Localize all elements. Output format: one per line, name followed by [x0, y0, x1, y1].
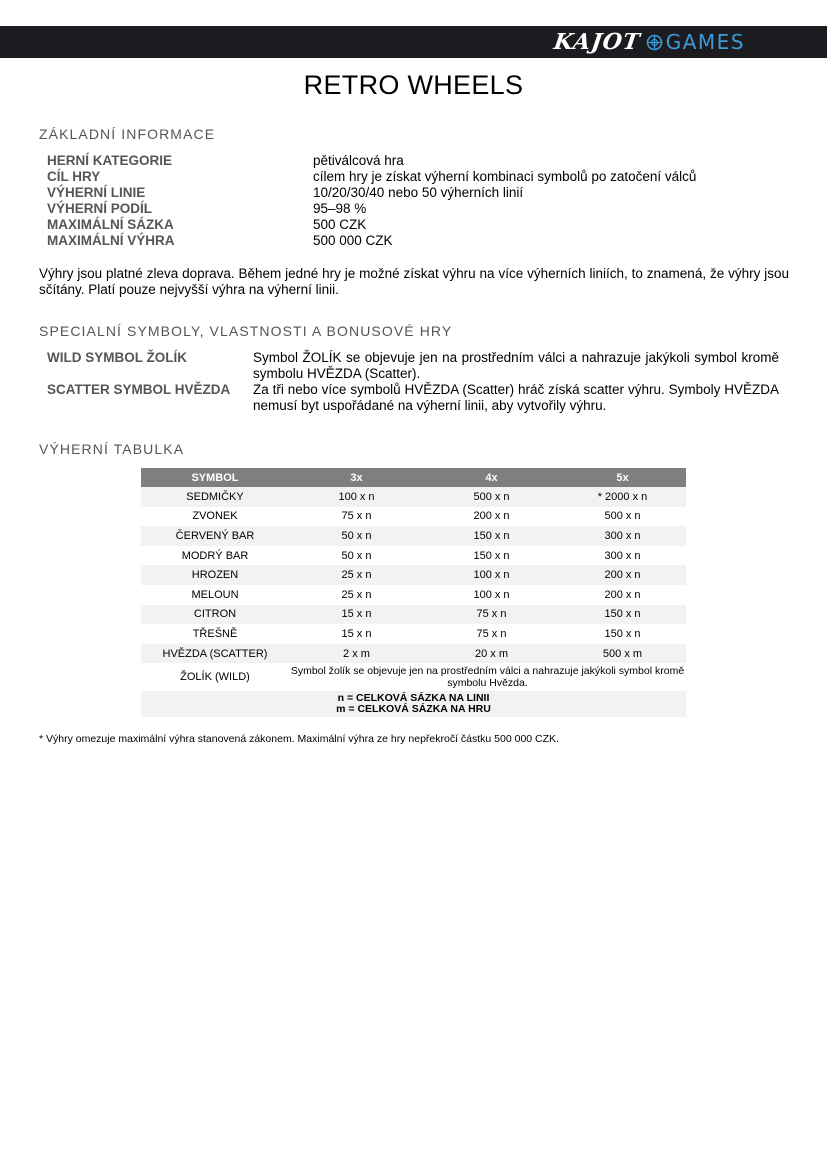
payout-cell: 300 x n [604, 549, 641, 562]
info-label: CÍL HRY [47, 169, 101, 184]
payout-cell: 2 x m [289, 644, 424, 664]
info-label: HERNÍ KATEGORIE [47, 153, 173, 168]
special-row-scatter [47, 382, 779, 414]
basic-info-list [47, 153, 696, 249]
payout-cell: 100 x n [473, 588, 510, 601]
table-row [141, 526, 686, 546]
symbol-cell: HVĚZDA (SCATTER) [141, 644, 289, 664]
payout-cell: 150 x n [559, 605, 686, 625]
symbol-cell: SEDMIČKY [141, 487, 289, 507]
info-label: MAXIMÁLNÍ SÁZKA [47, 217, 174, 232]
special-row-wild [47, 350, 779, 382]
table-row [141, 605, 686, 625]
payout-cell: 50 x n [341, 549, 372, 562]
symbol-cell: MELOUN [191, 588, 239, 601]
symbol-cell: ZVONEK [192, 510, 238, 523]
header-bar [0, 26, 827, 58]
info-value: 10/20/30/40 nebo 50 výherních linií [313, 185, 524, 200]
symbol-cell: TŘEŠNĚ [192, 627, 238, 640]
logo-word-kajot: KAJOT [552, 29, 643, 55]
payout-cell: 15 x n [289, 605, 424, 625]
info-row [47, 153, 696, 169]
info-row [47, 217, 696, 233]
legend-line-m: m = CELKOVÁ SÁZKA NA HRU [336, 703, 491, 716]
info-value: 95–98 % [313, 201, 367, 216]
payout-cell: 150 x n [473, 549, 510, 562]
payout-cell: 75 x n [476, 627, 507, 640]
legend-cell [141, 691, 686, 717]
payout-cell: 300 x n [559, 526, 686, 546]
symbol-cell: MODRÝ BAR [181, 549, 249, 562]
kajot-games-logo [554, 29, 745, 55]
column-header-4x: 4x [424, 468, 559, 487]
section-heading-special: SPECIALNÍ SYMBOLY, VLASTNOSTI A BONUSOVÉ HRY [39, 323, 453, 339]
payout-cell: 200 x n [604, 588, 641, 601]
special-text: Za tři nebo více symbolů HVĚZDA (Scatter) hráč získá scatter výhru. Symboly HVĚZDA nemusí byt uspořádané na výherní linii, aby vytvořily výhru. [253, 382, 779, 413]
payout-cell: 500 x n [424, 487, 559, 507]
table-row [141, 565, 686, 585]
info-value: cílem hry je získat výherní kombinaci symbolů po zatočení válců [313, 169, 697, 184]
rules-paragraph: Výhry jsou platné zleva doprava. Během jedné hry je možné získat výhru na více výherních liniích, to znamená, že výhry jsou sčítány. Platí pouze nejvyšší výhra na výherní linii. [39, 266, 789, 297]
legend-line-n: n = CELKOVÁ SÁZKA NA LINII [337, 692, 490, 705]
payout-cell: 25 x n [289, 565, 424, 585]
special-label: SCATTER SYMBOL HVĚZDA [47, 382, 231, 397]
payout-cell: 15 x n [341, 627, 372, 640]
table-row [141, 507, 686, 527]
payout-cell: 75 x n [341, 510, 372, 523]
section-heading-paytable: VÝHERNÍ TABULKA [39, 441, 185, 457]
table-row [141, 487, 686, 507]
info-row [47, 233, 696, 249]
table-row [141, 624, 686, 644]
info-label: MAXIMÁLNÍ VÝHRA [47, 233, 175, 248]
payout-cell: 100 x n [424, 565, 559, 585]
info-label: VÝHERNÍ LINIE [47, 185, 146, 200]
page-title: RETRO WHEELS [303, 70, 524, 100]
table-row-wild [141, 663, 686, 691]
info-row [47, 201, 696, 217]
special-text: Symbol ŽOLÍK se objevuje jen na prostředním válci a nahrazuje jakýkoli symbol kromě symbolu HVĚZDA (Scatter). [253, 350, 779, 381]
column-header-5x: 5x [559, 468, 686, 487]
payout-cell: 150 x n [604, 627, 641, 640]
info-value: 500 CZK [313, 217, 367, 232]
symbol-cell: HROZEN [141, 565, 289, 585]
logo-word-games: GAMES [665, 30, 745, 54]
info-row [47, 169, 696, 185]
special-symbols-list [47, 350, 779, 414]
info-row [47, 185, 696, 201]
payout-cell: 25 x n [341, 588, 372, 601]
symbol-cell: ČERVENÝ BAR [141, 526, 289, 546]
symbol-cell: CITRON [141, 605, 289, 625]
special-label: WILD SYMBOL ŽOLÍK [47, 350, 187, 365]
table-row [141, 585, 686, 605]
column-header-3x: 3x [289, 468, 424, 487]
payout-cell: 500 x m [559, 644, 686, 664]
wild-description: Symbol žolík se objevuje jen na prostředním válci a nahrazuje jakýkoli symbol kromě symbolu Hvězda. [290, 665, 685, 690]
section-heading-basic: ZÁKLADNÍ INFORMACE [39, 126, 216, 142]
payout-cell: 75 x n [424, 605, 559, 625]
payout-cell: 200 x n [559, 565, 686, 585]
symbol-cell: ŽOLÍK (WILD) [180, 671, 250, 684]
paytable [141, 468, 686, 717]
table-row [141, 644, 686, 664]
payout-cell: 100 x n [289, 487, 424, 507]
info-label: VÝHERNÍ PODÍL [47, 201, 153, 216]
payout-cell: 500 x n [604, 510, 641, 523]
column-header-symbol: SYMBOL [141, 468, 289, 487]
payout-cell: 200 x n [473, 510, 510, 523]
info-value: pětiválcová hra [313, 153, 404, 168]
payout-cell: * 2000 x n [559, 487, 686, 507]
table-row [141, 546, 686, 566]
payout-cell: 50 x n [289, 526, 424, 546]
table-row-legend [141, 691, 686, 717]
info-value: 500 000 CZK [313, 233, 393, 248]
paytable-header-row [141, 468, 686, 487]
footnote: * Výhry omezuje maximální výhra stanovená zákonem. Maximální výhra ze hry nepřekročí částku 500 000 CZK. [39, 733, 559, 745]
payout-cell: 150 x n [424, 526, 559, 546]
payout-cell: 20 x m [424, 644, 559, 664]
crosshair-globe-icon [646, 34, 663, 51]
